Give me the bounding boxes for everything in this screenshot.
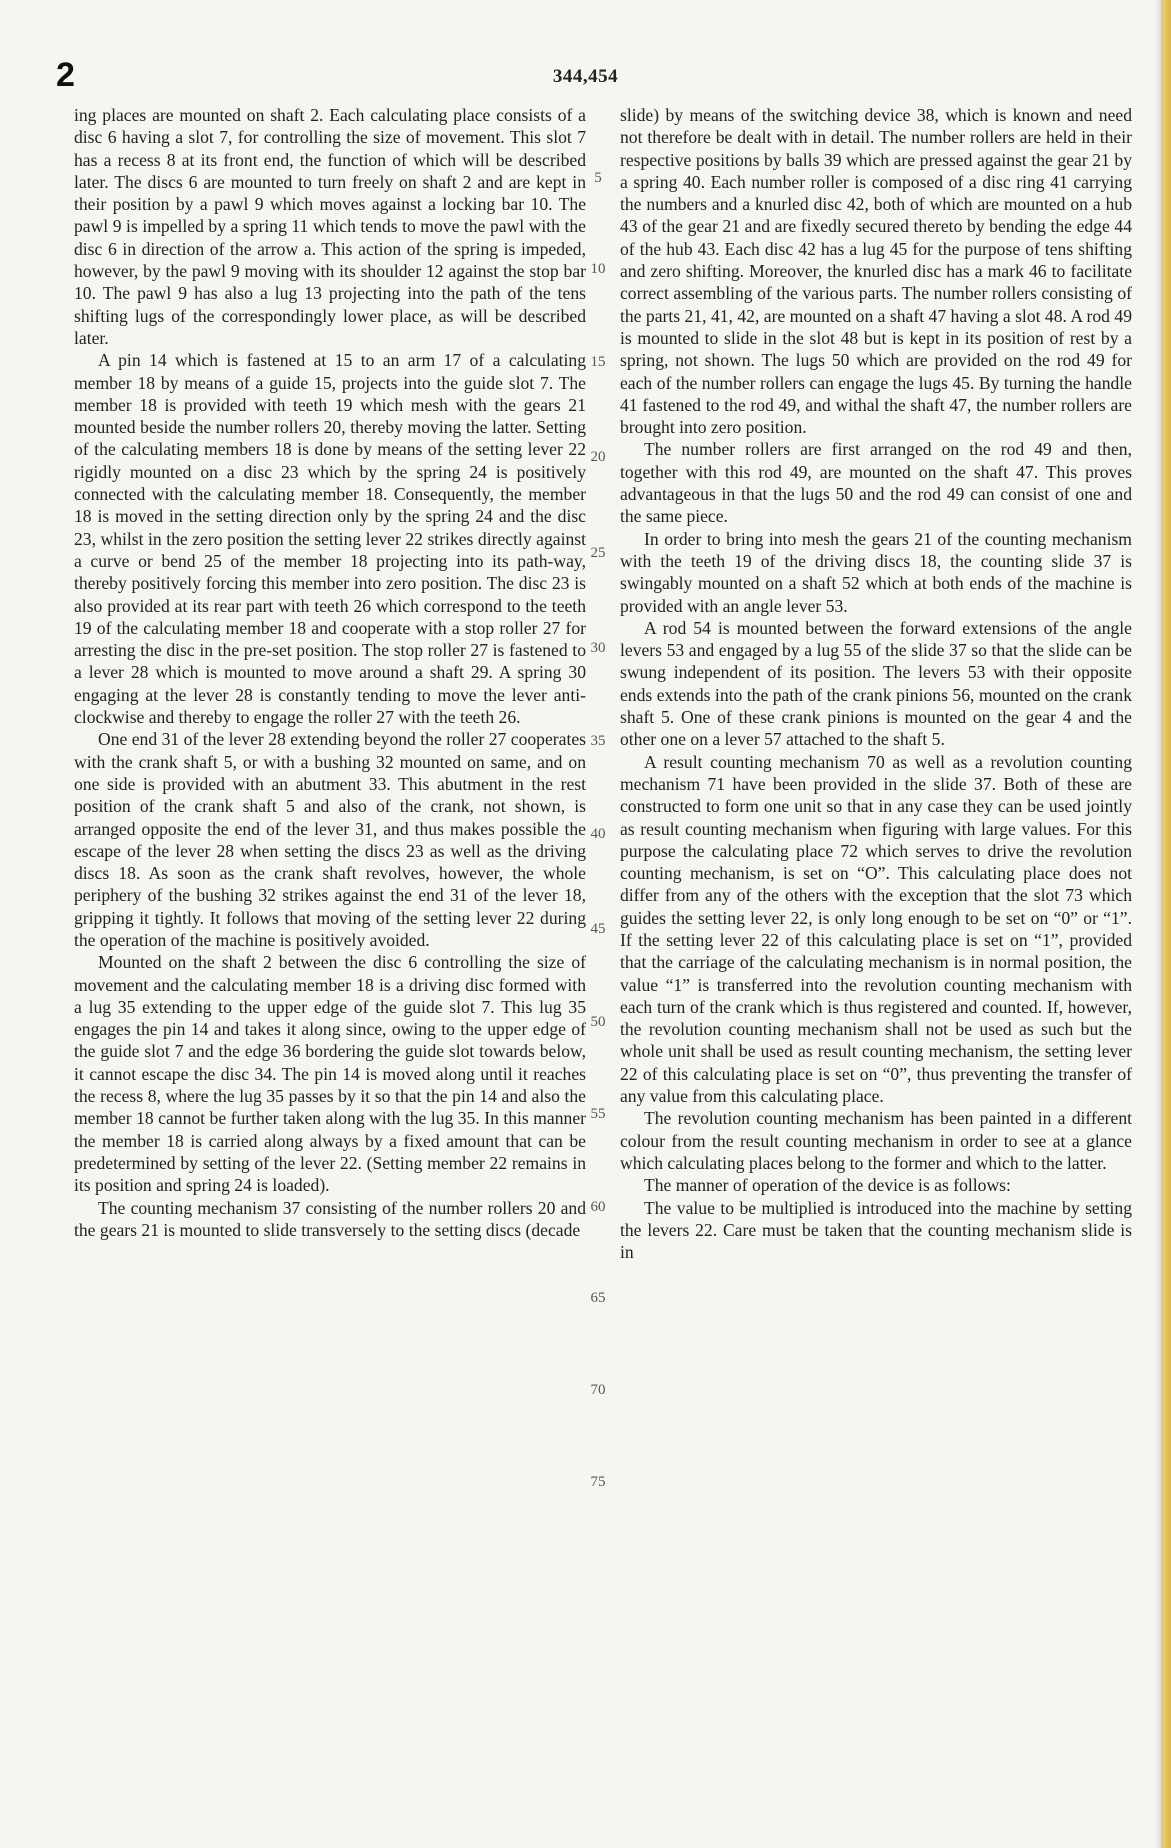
line-number: 15 — [590, 354, 606, 370]
right-paragraph-4: A rod 54 is mounted between the forward extensions of the angle levers 53 and engaged by a lug 55 of the slide 37 so that the slide can be swung independent of its position. The levers 53 with their opposite ends extends into the path of the crank pinions 56, mounted on the crank shaft 5. One of these crank pinions is mounted on the gear 4 and the other one on a lever 57 attached to the shaft 5. — [620, 617, 1132, 750]
page-number: 2 — [56, 56, 75, 94]
line-number: 5 — [594, 170, 602, 186]
left-paragraph-5: The counting mechanism 37 consisting of the number rollers 20 and the gears 21 is mounted to slide transversely to the setting discs (decade — [74, 1197, 586, 1240]
right-paragraph-5: A result counting mechanism 70 as well as a revolution counting mechanism 71 have been provided in the slide 37. Both of these are constructed to form one unit so that in any case they can be used jointly as result counting mechanism when figuring with large values. For this purpose the calculating place 72 which serves to drive the revolution counting mechanism, is set on “O”. This calculating place does not differ from any of the others with the exception that the slot 73 which guides the setting lever 22, is only long enough to be set on “0” or “1”. If the setting lever 22 of this calculating place is set on “1”, provided that the carriage of the calculating mechanism is in normal position, the value “1” is transferred into the revolution counting mechanism with each turn of the crank which is thus registered and counted. If, however, the revolution counting mechanism shall not be used as such but the whole unit shall be used as result counting mechanism, the setting lever 22 of this calculating place is set on “0”, thus preventing the transfer of any value from this calculating place. — [620, 751, 1132, 1107]
left-paragraph-3: One end 31 of the lever 28 extending beyond the roller 27 cooperates with the crank shaft 5, or with a bushing 32 mounted on same, and on one side is provided with an abutment 33. This abutment in the rest position of the crank shaft 5 and also of the crank, not shown, is arranged opposite the end of the lever 31, and thus makes possible the escape of the lever 28 when setting the discs 23 as well as the driving discs 18. As soon as the crank shaft revolves, however, the whole periphery of the bushing 32 strikes against the end 31 of the lever 18, gripping it tightly. It follows that moving of the setting lever 22 during the operation of the machine is positively avoided. — [74, 729, 586, 950]
right-column — [620, 104, 1132, 1263]
line-number: 65 — [590, 1290, 606, 1306]
line-number: 25 — [590, 545, 606, 561]
line-number: 70 — [590, 1382, 606, 1398]
right-paragraph-7: The manner of operation of the device is as follows: — [644, 1175, 1011, 1196]
line-number: 45 — [590, 921, 606, 937]
right-paragraph-8: The value to be multiplied is introduced into the machine by setting the levers 22. Care must be taken that the counting mechanism slide is in — [620, 1197, 1132, 1263]
right-paragraph-2: The number rollers are first arranged on the rod 49 and then, together with this rod 49, are mounted on the shaft 47. This proves advantageous in that the lugs 50 and the rod 49 can consist of one and the same piece. — [620, 439, 1132, 527]
line-number: 10 — [590, 261, 606, 277]
left-paragraph-1: ing places are mounted on shaft 2. Each calculating place consists of a disc 6 having a slot 7, for controlling the size of movement. This slot 7 has a recess 8 at its front end, the function of which will be described later. The discs 6 are mounted to turn freely on shaft 2 and are kept in their position by a pawl 9 which moves against a locking bar 10. The pawl 9 is impelled by a spring 11 which tends to move the pawl with the disc 6 in direction of the arrow a. This action of the spring is impeded, however, by the pawl 9 moving with its shoulder 12 against the stop bar 10. The pawl 9 has also a lug 13 projecting into the path of the tens shifting lugs of the correspondingly lower place, as will be described later. — [74, 105, 586, 348]
line-number: 35 — [590, 733, 606, 749]
left-paragraph-2: A pin 14 which is fastened at 15 to an arm 17 of a calculating member 18 by means of a guide 15, projects into the guide slot 7. The member 18 is provided with teeth 19 which mesh with the gears 21 mounted beside the number rollers 20, thereby moving the latter. Setting of the calculating members 18 is done by means of the setting lever 22 rigidly mounted on a disc 23 which by the spring 24 is positively connected with the calculating member 18. Consequently, the member 18 is moved in the setting direction only by the spring 24 and the disc 23, whilst in the zero position the setting lever 22 strikes directly against a curve or bend 25 of the member 18 projecting into its path-way, thereby positively forcing this member into zero position. The disc 23 is also provided at its rear part with teeth 26 which correspond to the teeth 19 of the calculating member 18 and cooperate with a stop roller 27 for arresting the disc in the pre-set position. The stop roller 27 is fastened to a lever 28 which is mounted to move around a shaft 29. A spring 30 engaging at the lever 28 is constantly tending to move the lever anti-clockwise and thereby to engage the roller 27 with the teeth 26. — [74, 350, 586, 728]
patent-number: 344,454 — [552, 66, 619, 87]
right-paragraph-6: The revolution counting mechanism has been painted in a different colour from the result counting mechanism in order to see at a glance which calculating places belong to the former and which to the latter. — [620, 1108, 1132, 1173]
page-edge — [1161, 0, 1171, 1848]
right-paragraph-1: slide) by means of the switching device 38, which is known and need not therefore be dealt with in detail. The number rollers are held in their respective positions by balls 39 which are pressed against the gear 21 by a spring 40. Each number roller is composed of a disc ring 41 carrying the numbers and a knurled disc 42, both of which are mounted on a hub 43 of the gear 21 and are fixedly secured thereto by bending the edge 44 of the hub 43. Each disc 42 has a lug 45 for the purpose of tens shifting and zero shifting. Moreover, the knurled disc has a mark 46 to facilitate correct assembling of the various parts. The number rollers consisting of the parts 21, 41, 42, are mounted on a shaft 47 having a slot 48. A rod 49 is mounted to slide in the slot 48 but is kept in its position of rest by a spring, not shown. The lugs 50 which are provided on the rod 49 for each of the number rollers can engage the lugs 45. By turning the handle 41 fastened to the rod 49, and withal the shaft 47, the number rollers are brought into zero position. — [620, 105, 1132, 438]
line-number: 55 — [590, 1106, 606, 1122]
right-paragraph-3: In order to bring into mesh the gears 21 of the counting mechanism with the teeth 19 of the driving discs 18, the counting slide 37 is swingably mounted on a shaft 52 which at both ends of the machine is provided with an angle lever 53. — [620, 528, 1132, 616]
left-paragraph-4: Mounted on the shaft 2 between the disc 6 controlling the size of movement and the calculating member 18 is a driving disc formed with a lug 35 extending to the upper edge of the guide slot 7. This lug 35 engages the pin 14 and takes it along since, owing to the upper edge of the guide slot 7 and the edge 36 bordering the guide slot towards below, it cannot escape the disc 34. The pin 14 is moved along until it reaches the recess 8, where the lug 35 passes by it so that the pin 14 and also the member 18 cannot be further taken along with the lug 35. In this manner the member 18 is carried along always by a fixed amount that can be predetermined by setting of the lever 22. (Setting member 22 remains in its position and spring 24 is loaded). — [74, 952, 586, 1196]
line-number: 75 — [590, 1474, 606, 1490]
left-column — [74, 104, 586, 1241]
line-number: 50 — [590, 1014, 606, 1030]
line-number: 20 — [590, 449, 606, 465]
line-number: 40 — [590, 826, 606, 842]
line-number: 60 — [590, 1199, 606, 1215]
line-number: 30 — [590, 640, 606, 656]
